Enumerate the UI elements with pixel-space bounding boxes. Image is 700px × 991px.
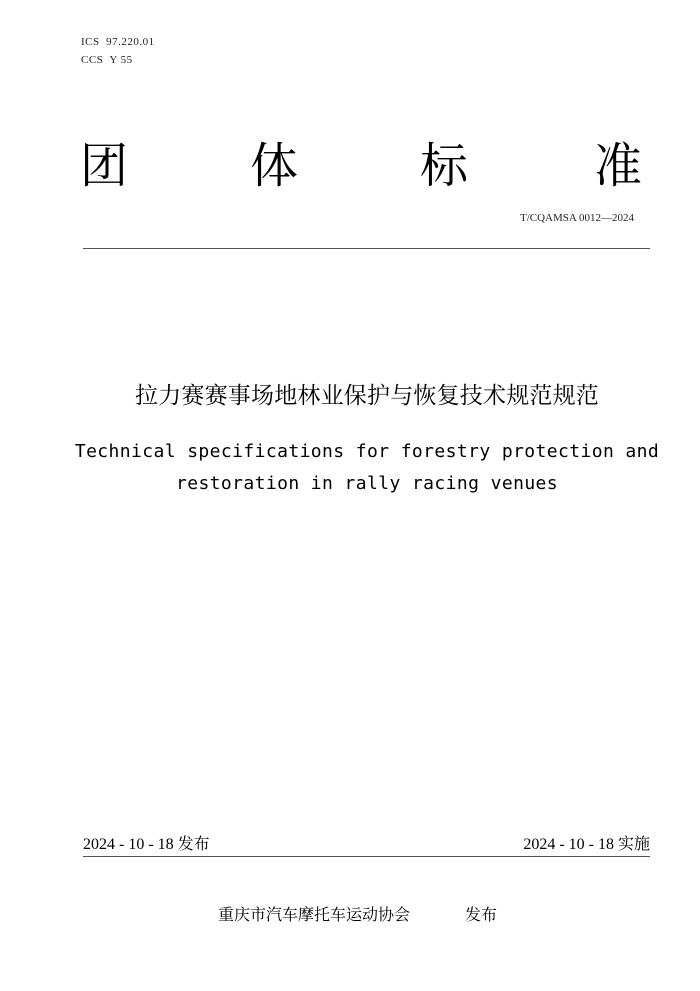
publisher-name: 重庆市汽车摩托车运动协会: [218, 905, 411, 924]
standard-number: T/CQAMSA 0012—2024: [520, 212, 634, 224]
ccs-code: CCS Y 55: [81, 54, 133, 66]
implementation-date-label: 实施: [617, 834, 650, 853]
issue-date-value: 2024 - 10 - 18: [83, 836, 174, 853]
chinese-title: 拉力赛赛事场地林业保护与恢复技术规范规范: [135, 383, 599, 409]
header-divider: [83, 248, 650, 249]
issue-date-label: 发布: [177, 834, 210, 853]
implementation-date: [523, 834, 650, 855]
english-title: Technical specifications for forestry protection and restoration in rally racing venues: [74, 441, 660, 494]
implementation-date-value: 2024 - 10 - 18: [523, 836, 614, 853]
category-char-4: 准: [593, 138, 642, 194]
footer-divider: [83, 856, 650, 857]
category-char-2: 体: [249, 138, 298, 194]
publish-label: 发布: [465, 905, 498, 924]
category-char-3: 标: [419, 138, 468, 194]
ics-code: ICS 97.220.01: [81, 36, 155, 48]
issue-date: [83, 834, 210, 855]
category-char-1: 团: [79, 138, 128, 194]
